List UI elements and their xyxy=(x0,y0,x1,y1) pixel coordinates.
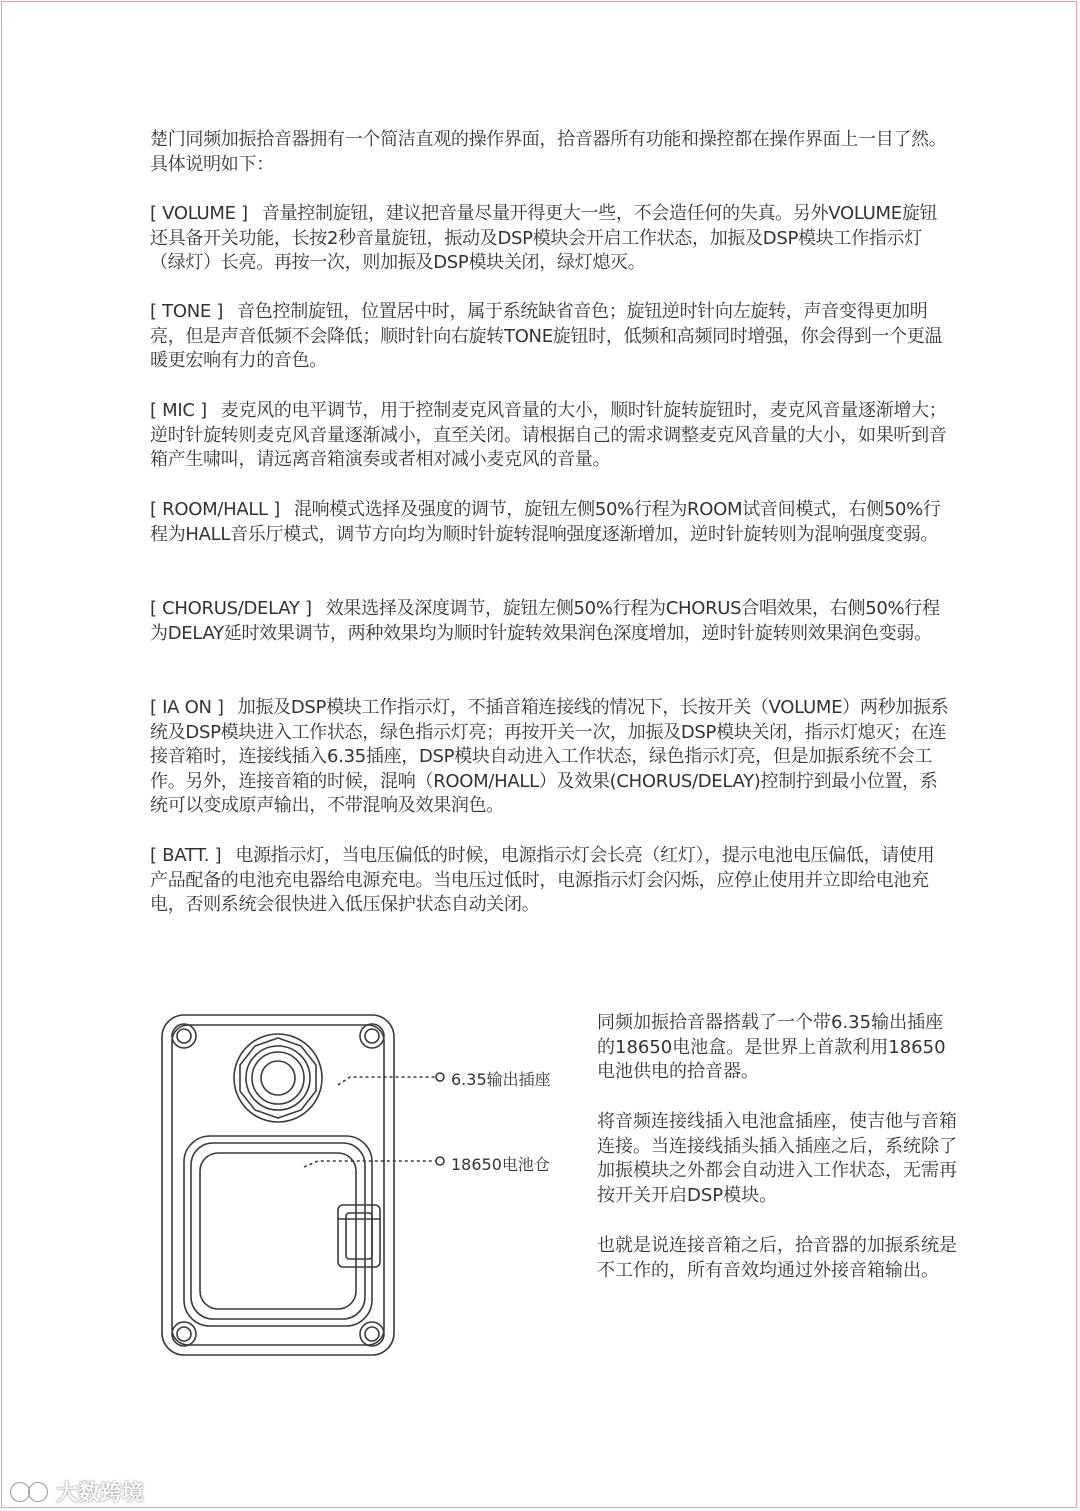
section-tag: [ ROOM/HALL ] xyxy=(150,499,280,520)
section-text: 音量控制旋钮，建议把音量尽量开得更大一些，不会造任何的失真。另外VOLUME旋钮还具备开关功能，长按2秒音量旋钮，振动及DSP模块会开启工作状态，加振及DSP模块工作指示灯（绿灯）长亮。再按一次，则加振及DSP模块关闭，绿灯熄灭。 xyxy=(150,203,938,273)
screw-bottom-right xyxy=(360,1322,384,1346)
side-paragraph-1: 同频加振拾音器搭载了一个带6.35输出插座的18650电池盒。是世界上首款利用18650电池供电的拾音器。 xyxy=(597,1012,946,1083)
screw-bottom-left xyxy=(172,1322,196,1346)
screw-top-left xyxy=(172,1024,196,1048)
watermark-logo-icon xyxy=(8,1477,52,1505)
jack-leader-line xyxy=(338,1077,436,1085)
side-paragraph-2: 将音频连接线插入电池盒插座，使吉他与音箱连接。当连接线插头插入插座之后，系统除了加振模块之外都会自动进入工作状态，无需再按开关开启DSP模块。 xyxy=(597,1111,957,1206)
section-volume xyxy=(150,202,950,276)
intro-paragraph: 楚门同频加振拾音器拥有一个简洁直观的操作界面，拾音器所有功能和操控都在操作界面上一目了然。具体说明如下： xyxy=(150,129,947,175)
section-tone xyxy=(150,300,950,374)
screw-top-right xyxy=(360,1024,384,1048)
jack-label: 6.35输出插座 xyxy=(451,1070,551,1089)
battery-leader-line xyxy=(304,1161,436,1167)
section-text: 混响模式选择及强度的调节，旋钮左侧50%行程为ROOM试音间模式，右侧50%行程为HALL音乐厅模式，调节方向均为顺时针旋转混响强度逐渐增加，逆时针旋转则为混响强度变弱。 xyxy=(150,499,941,545)
device-inner-shell xyxy=(172,1025,384,1345)
section-ia-on xyxy=(150,696,950,819)
section-text: 电源指示灯，当电压偏低的时候，电源指示灯会长亮（红灯），提示电池电压偏低，请使用产品配备的电池充电器给电源充电。当电压过低时，电源指示灯会闪烁，应停止使用并立即给电池充电，否则系统会很快进入低压保护状态自动关闭。 xyxy=(150,845,935,915)
battery-box-drawing xyxy=(150,1005,580,1375)
section-text: 加振及DSP模块工作指示灯，不插音箱连接线的情况下，长按开关（VOLUME）两秒加振系统及DSP模块进入工作状态，绿色指示灯亮；再按开关一次，加振及DSP模块关闭，指示灯熄灭；在连接音箱时，连接线插入6.35插座，DSP模块自动进入工作状态，绿色指示灯亮，但是加振系统不会工作。另外，连接音箱的时候，混响（ROOM/HALL）及效果(CHORUS/DELAY)控制拧到最小位置，系统可以变成原声输出，不带混响及效果润色。 xyxy=(150,697,949,816)
section-room-hall xyxy=(150,498,950,547)
section-tag: [ MIC ] xyxy=(150,400,207,421)
section-tag: [ IA ON ] xyxy=(150,697,224,718)
watermark xyxy=(8,1473,158,1509)
section-text: 麦克风的电平调节，用于控制麦克风音量的大小，顺时针旋转旋钮时，麦克风音量逐渐增大；逆时针旋转则麦克风音量逐渐减小，直至关闭。请根据自己的需求调整麦克风音量的大小，如果听到音箱产生啸叫，请远离音箱演奏或者相对减小麦克风的音量。 xyxy=(150,400,947,470)
side-paragraph-3: 也就是说连接音箱之后，拾音器的加振系统是不工作的，所有音效均通过外接音箱输出。 xyxy=(597,1235,957,1281)
section-text: 效果选择及深度调节，旋钮左侧50%行程为CHORUS合唱效果，右侧50%行程为DELAY延时效果调节，两种效果均为顺时针旋转效果润色深度增加，逆时针旋转则效果润色变弱。 xyxy=(150,598,940,644)
section-tag: [ TONE ] xyxy=(150,301,224,322)
section-batt xyxy=(150,844,950,918)
section-tag: [ BATT. ] xyxy=(150,845,222,866)
battery-compartment xyxy=(184,1136,380,1326)
section-text: 音色控制旋钮，位置居中时，属于系统缺省音色；旋钮逆时针向左旋转，声音变得更加明亮，但是声音低频不会降低；顺时针向右旋转TONE旋钮时，低频和高频同时增强，你会得到一个更温暖更宏响有力的音色。 xyxy=(150,301,943,371)
section-tag: [ CHORUS/DELAY ] xyxy=(150,598,312,619)
watermark-text: 大数跨境 xyxy=(56,1480,145,1506)
device-outer-shell xyxy=(162,1015,394,1355)
output-jack xyxy=(234,1034,322,1122)
section-chorus-delay xyxy=(150,597,950,646)
section-mic xyxy=(150,399,950,473)
section-tag: [ VOLUME ] xyxy=(150,203,248,224)
battery-label: 18650电池仓 xyxy=(451,1155,550,1174)
